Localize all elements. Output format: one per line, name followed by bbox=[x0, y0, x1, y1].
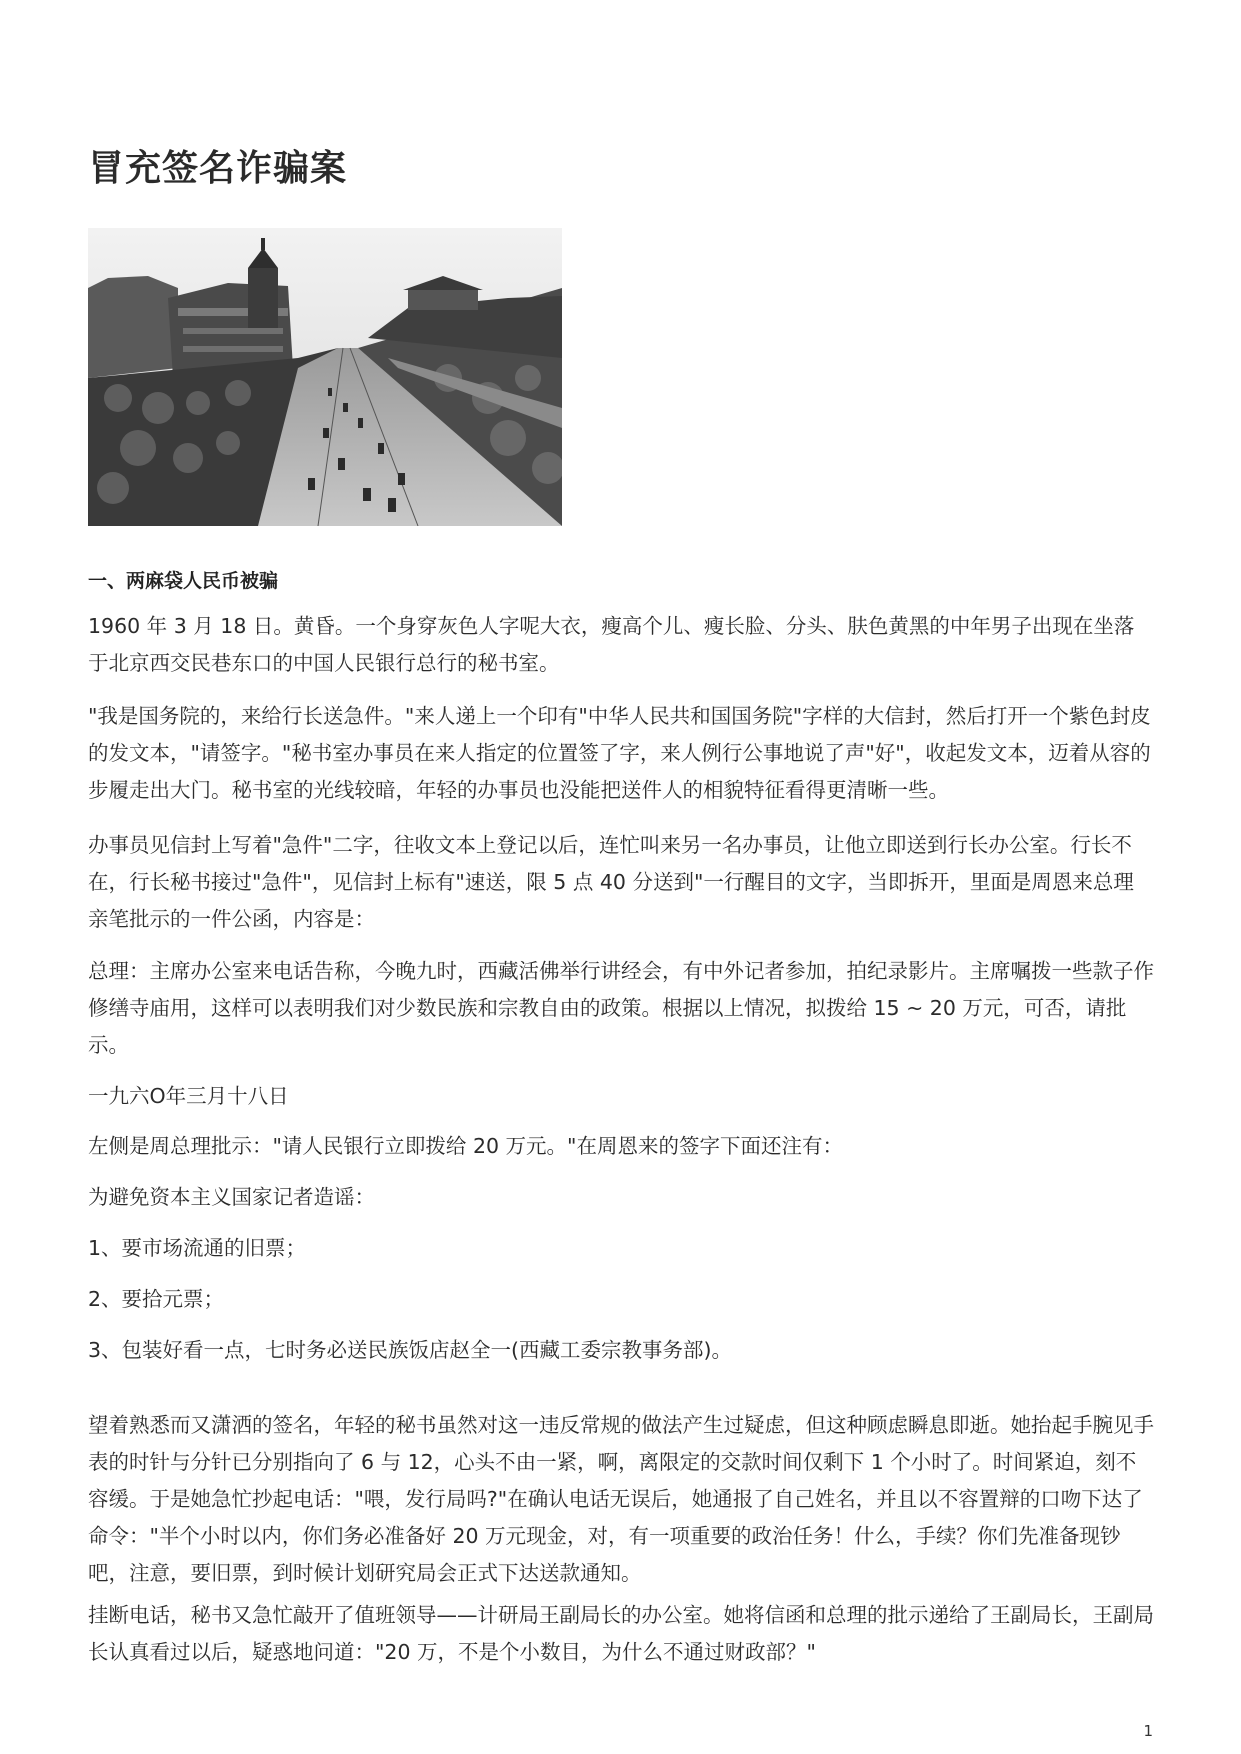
paragraph-date: 一九六O年三月十八日 bbox=[88, 1084, 289, 1108]
list-item: 3、包装好看一点，七时务必送民族饭店赵全一(西藏工委宗教事务部)。 bbox=[88, 1338, 733, 1362]
paragraph: 为避免资本主义国家记者造谣： bbox=[88, 1185, 375, 1209]
paragraph: 左侧是周总理批示："请人民银行立即拨给 20 万元。"在周恩来的签字下面还注有： bbox=[88, 1134, 843, 1158]
section-heading: 一、两麻袋人民币被骗 bbox=[88, 570, 279, 592]
document-title: 冒充签名诈骗案 bbox=[88, 148, 348, 189]
list-item: 1、要市场流通的旧票； bbox=[88, 1236, 307, 1260]
paragraph: 总理：主席办公室来电话告称，今晚九时，西藏活佛举行讲经会，有中外记者参加，拍纪录影片。主席嘱拨一些款子作修缮寺庙用，这样可以表明我们对少数民族和宗教自由的政策。根据以上情况，拟拨给 15 ~ 20 万元，可否，请批示。 bbox=[88, 959, 1154, 1057]
paragraph: 挂断电话，秘书又急忙敲开了值班领导——计研局王副局长的办公室。她将信函和总理的批示递给了王副局长，王副局长认真看过以后，疑惑地问道："20 万，不是个小数目，为什么不通过财政部？" bbox=[88, 1603, 1154, 1664]
historical-street-photo bbox=[88, 228, 562, 526]
paragraph: 1960 年 3 月 18 日。黄昏。一个身穿灰色人字呢大衣，瘦高个儿、瘦长脸、分头、肤色黄黑的中年男子出现在坐落于北京西交民巷东口的中国人民银行总行的秘书室。 bbox=[88, 614, 1135, 675]
paragraph: 办事员见信封上写着"急件"二字，往收文本上登记以后，连忙叫来另一名办事员，让他立即送到行长办公室。行长不在，行长秘书接过"急件"，见信封上标有"速送，限 5 点 40 分送到"一行醒目的文字，当即拆开，里面是周恩来总理亲笔批示的一件公函，内容是： bbox=[88, 833, 1134, 931]
paragraph: 望着熟悉而又潇洒的签名，年轻的秘书虽然对这一违反常规的做法产生过疑虑，但这种顾虑瞬息即逝。她抬起手腕见手表的时针与分针已分别指向了 6 与 12，心头不由一紧，啊，离限定的交款时间仅剩下 1 个小时了。时间紧迫，刻不容缓。于是她急忙抄起电话："喂，发行局吗?"在确认电话无误后，她通报了自己姓名，并且以不容置辩的口吻下达了命令："半个小时以内，你们务必准备好 20 万元现金，对，有一项重要的政治任务！什么，手续？你们先准备现钞吧，注意，要旧票，到时候计划研究局会正式下达送款通知。 bbox=[88, 1413, 1154, 1585]
list-item: 2、要拾元票； bbox=[88, 1287, 225, 1311]
paragraph: "我是国务院的，来给行长送急件。"来人递上一个印有"中华人民共和国国务院"字样的大信封，然后打开一个紫色封皮的发文本，"请签字。"秘书室办事员在来人指定的位置签了字，来人例行公事地说了声"好"，收起发文本，迈着从容的步履走出大门。秘书室的光线较暗，年轻的办事员也没能把送件人的相貌特征看得更清晰一些。 bbox=[88, 704, 1151, 802]
page-number: 1 bbox=[1143, 1722, 1153, 1740]
